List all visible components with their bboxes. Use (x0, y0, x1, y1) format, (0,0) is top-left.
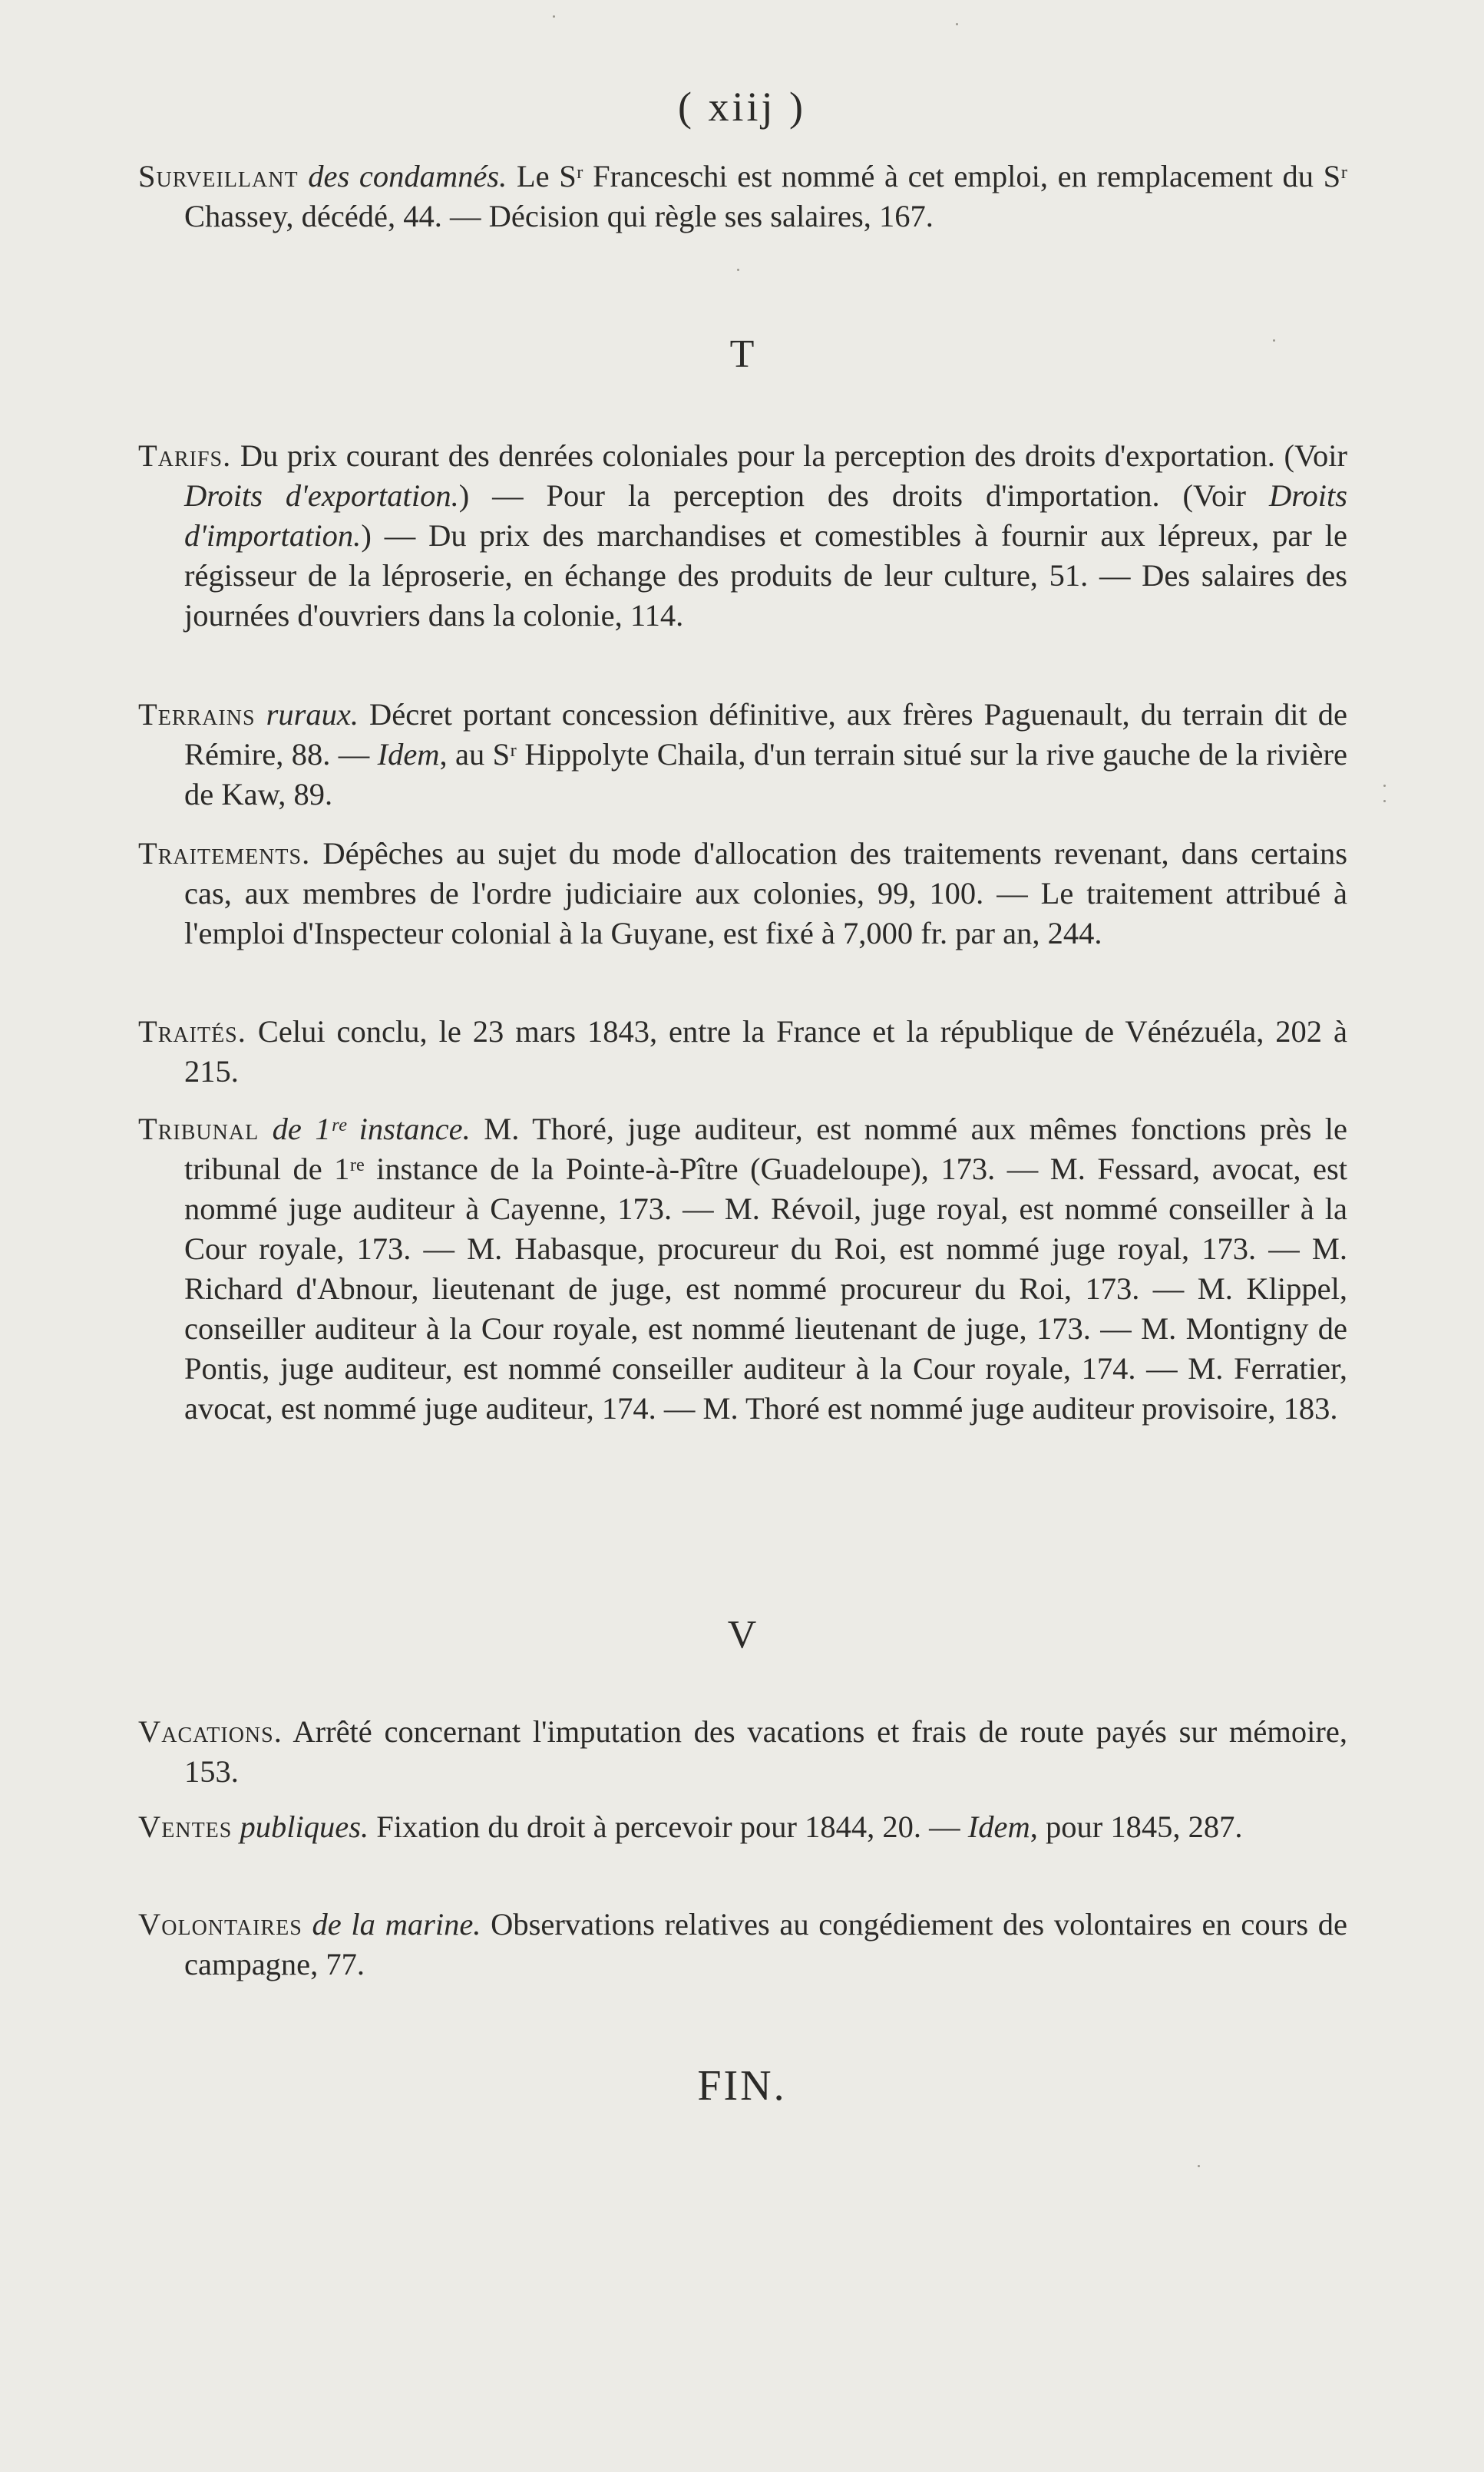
entry-text: ) — Du prix des marchandises et comestibles à fournir aux lépreux, par le régisseur de la léproserie, en échange des produits de leur culture, 51. — Des salaires des journées d'ouvriers dans la colonie, 114. (184, 518, 1347, 633)
index-entry-ventes (138, 1807, 1347, 1847)
idem-reference: Idem (967, 1809, 1030, 1844)
paper-speck (1198, 2165, 1200, 2167)
entry-text: Du prix courant des denrées coloniales pour la perception des droits d'exportation. (Voir (240, 438, 1347, 473)
entry-headword-qualifier: des condamnés. (308, 159, 507, 193)
entry-headword: Surveillant (138, 159, 299, 193)
entry-text: Fixation du droit à percevoir pour 1844, 20. — (376, 1809, 968, 1844)
paper-speck (737, 269, 739, 271)
entry-headword: Traitements. (138, 836, 311, 871)
entry-text: ) — Pour la perception des droits d'importation. (Voir (458, 478, 1269, 513)
paper-speck (1273, 339, 1275, 342)
paper-speck (956, 23, 958, 25)
entry-headword: Ventes (138, 1809, 233, 1844)
entry-headword: Traités. (138, 1014, 246, 1049)
entry-headword-qualifier: ruraux. (266, 697, 359, 732)
index-entry-terrains (138, 695, 1347, 815)
entry-headword: Tribunal (138, 1112, 259, 1146)
entry-headword-qualifier: de la marine. (312, 1907, 481, 1942)
index-entry-surveillant (138, 157, 1347, 236)
entry-text: M. Thoré, juge auditeur, est nommé aux mêmes fonctions près le tribunal de 1ʳᵉ instance de la Pointe-à-Pître (Guadeloupe), 173. — M. Fessard, avocat, est nommé juge auditeur à Cayenne, 173. — M. Révoil, juge royal, est nommé conseiller à la Cour royale, 173. — M. Habasque, procureur du Roi, est nommé juge royal, 173. — M. Richard d'Abnour, lieutenant de juge, est nommé procureur du Roi, 173. — M. Klippel, conseiller auditeur à la Cour royale, est nommé lieutenant de juge, 173. — M. Montigny de Pontis, juge auditeur, est nommé conseiller auditeur à la Cour royale, 174. — M. Ferratier, avocat, est nommé juge auditeur, 174. — M. Thoré est nommé juge auditeur provisoire, 183. (184, 1112, 1348, 1426)
entry-headword: Vacations. (138, 1714, 283, 1749)
entry-text: Décret portant concession définitive, aux frères Paguenault, du terrain dit de Rémire, 88. — (184, 697, 1348, 772)
entry-headword: Tarifs. (138, 438, 232, 473)
entry-text: Arrêté concernant l'imputation des vacations et frais de route payés sur mémoire, 153. (184, 1714, 1347, 1789)
entry-text: Dépêches au sujet du mode d'allocation des traitements revenant, dans certains cas, aux membres de l'ordre judiciaire aux colonies, 99, 100. — Le traitement attribué à l'emploi d'Inspecteur colonial à la Guyane, est fixé à 7,000 fr. par an, 244. (184, 836, 1347, 950)
idem-reference: Idem (377, 737, 440, 772)
index-entry-traites (138, 1012, 1347, 1092)
entry-text: , au Sʳ Hippolyte Chaila, d'un terrain situé sur la rive gauche de la rivière de Kaw, 89. (184, 737, 1347, 811)
entry-headword: Volontaires (138, 1907, 302, 1942)
paper-speck (1383, 785, 1386, 787)
cross-reference: Droits d'exportation. (184, 478, 459, 513)
section-letter-v: V (727, 1613, 757, 1657)
index-entry-tarifs (138, 436, 1347, 636)
index-entry-traitements (138, 834, 1347, 953)
page-number: ( xiij ) (678, 84, 806, 130)
entry-text: Celui conclu, le 23 mars 1843, entre la France et la république de Vénézuéla, 202 à 215. (184, 1014, 1347, 1089)
entry-text: Observations relatives au congédiement des volontaires en cours de campagne, 77. (184, 1907, 1348, 1981)
entry-headword: Terrains (138, 697, 256, 732)
paper-speck (553, 15, 555, 18)
entry-headword-qualifier: publiques. (240, 1809, 369, 1844)
end-mark: FIN. (697, 2062, 787, 2110)
section-letter-t: T (729, 332, 755, 376)
index-entry-vacations (138, 1712, 1347, 1792)
entry-text: , pour 1845, 287. (1030, 1809, 1243, 1844)
index-entry-tribunal (138, 1109, 1347, 1429)
index-entry-volontaires (138, 1905, 1347, 1985)
paper-speck (1383, 800, 1386, 802)
entry-text: Le Sʳ Franceschi est nommé à cet emploi, en remplacement du Sʳ Chassey, décédé, 44. — Décision qui règle ses salaires, 167. (184, 159, 1348, 233)
entry-headword-qualifier: de 1ʳᵉ instance. (272, 1112, 471, 1146)
cross-reference: Droits d'importation. (184, 478, 1347, 553)
